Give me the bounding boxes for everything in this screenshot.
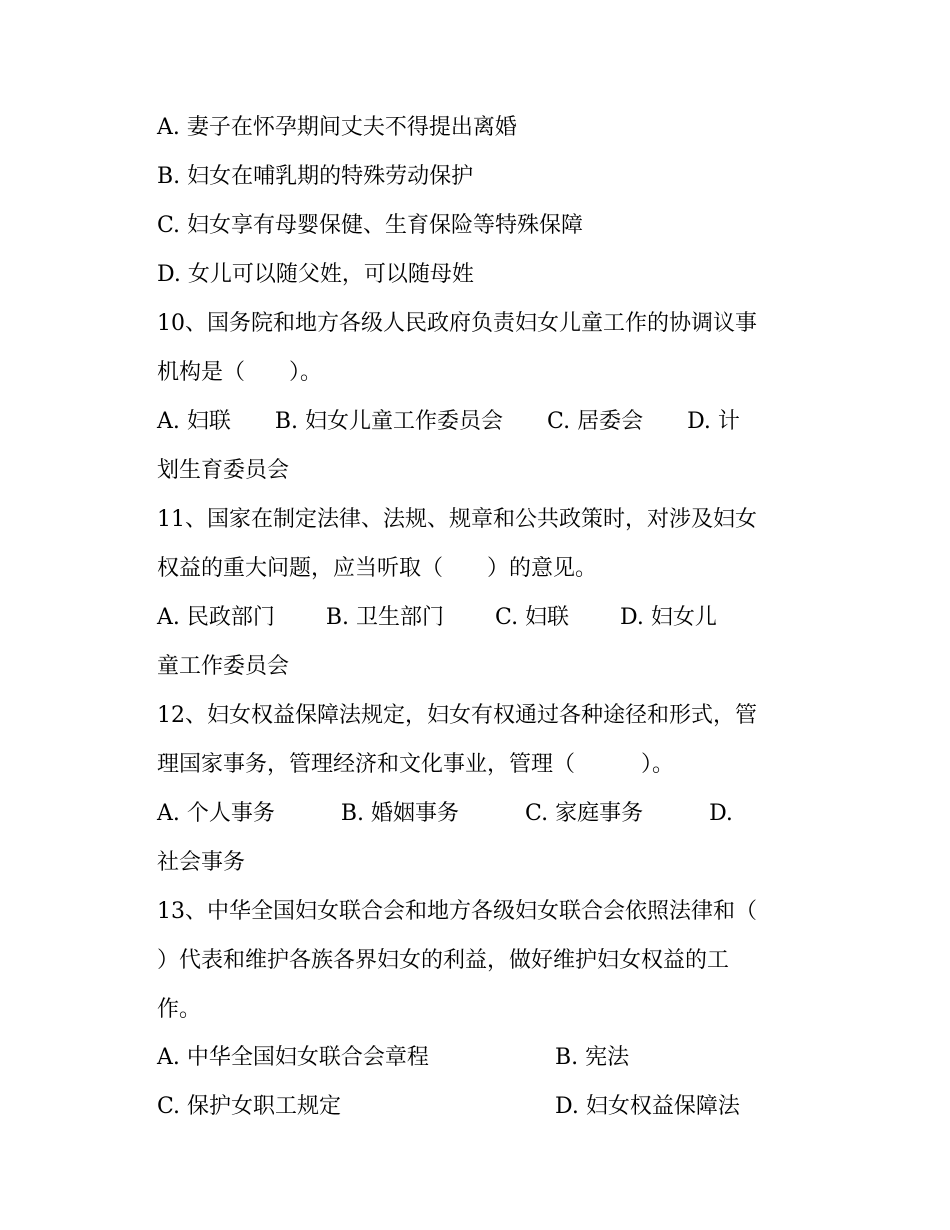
q10-question-line-1: 10、国务院和地方各级人民政府负责妇女儿童工作的协调议事 [157, 311, 757, 336]
q9-option-d: D. 女儿可以随父姓，可以随母姓 [157, 262, 474, 287]
q11-question-line-2: 权益的重大问题，应当听取（ ）的意见。 [157, 556, 598, 581]
q11-options-line-2: 童工作委员会 [157, 654, 290, 679]
q12-options-line-1: A. 个人事务 B. 婚姻事务 C. 家庭事务 D. [157, 801, 733, 826]
q13-option-d: D. 妇女权益保障法 [555, 1094, 740, 1119]
q9-option-c: C. 妇女享有母婴保健、生育保险等特殊保障 [157, 213, 584, 238]
q12-question-line-2: 理国家事务，管理经济和文化事业，管理（ ）。 [157, 752, 675, 777]
q9-option-a: A. 妻子在怀孕期间丈夫不得提出离婚 [157, 115, 517, 140]
q13-option-b: B. 宪法 [555, 1045, 630, 1070]
q12-question-line-1: 12、妇女权益保障法规定，妇女有权通过各种途径和形式，管 [157, 703, 757, 728]
q13-option-a: A. 中华全国妇女联合会章程 [157, 1045, 429, 1070]
q9-option-b: B. 妇女在哺乳期的特殊劳动保护 [157, 164, 474, 189]
q11-options-line-1: A. 民政部门 B. 卫生部门 C. 妇联 D. 妇女儿 [157, 605, 717, 630]
q10-options-line-1: A. 妇联 B. 妇女儿童工作委员会 C. 居委会 D. 计 [157, 409, 740, 434]
q10-options-line-2: 划生育委员会 [157, 458, 290, 483]
q10-question-line-2: 机构是（ ）。 [157, 360, 323, 385]
q13-question-line-3: 作。 [157, 997, 202, 1022]
q13-question-line-1: 13、中华全国妇女联合会和地方各级妇女联合会依照法律和（ [157, 899, 757, 924]
q12-options-line-2: 社会事务 [157, 850, 246, 875]
q11-question-line-1: 11、国家在制定法律、法规、规章和公共政策时，对涉及妇女 [157, 507, 757, 532]
q13-question-line-2: ）代表和维护各族各界妇女的利益，做好维护妇女权益的工 [157, 948, 730, 973]
q13-option-c: C. 保护女职工规定 [157, 1094, 342, 1119]
